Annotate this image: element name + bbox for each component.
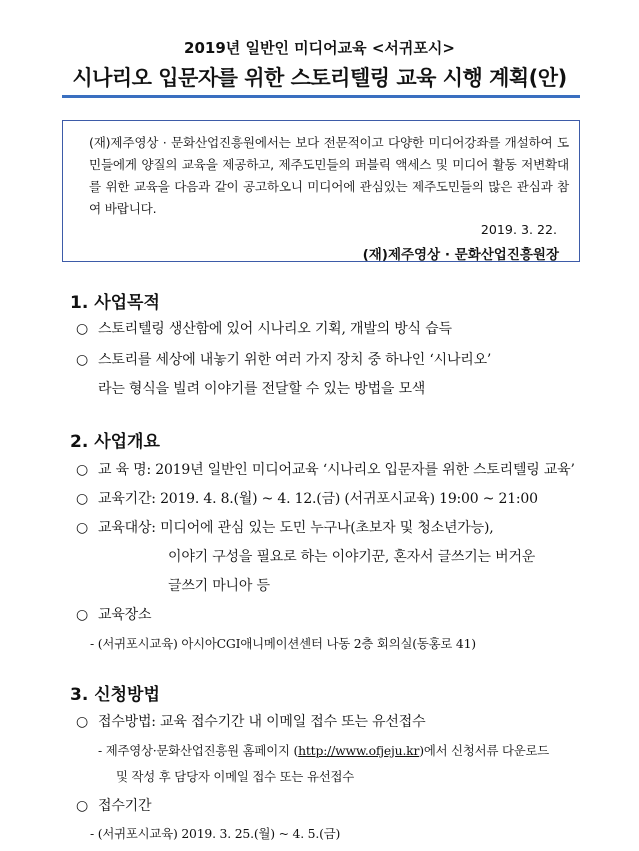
document-subtitle: 2019년 일반인 미디어교육 <서귀포시> — [184, 39, 455, 57]
list-item: ○ 스토리를 세상에 내놓기 위한 여러 가지 장치 중 하나인 ‘시나리오’ — [76, 352, 492, 368]
notice-body: (재)제주영상 · 문화산업진흥원에서는 보다 전문적이고 다양한 미디어강좌를 개설하여 도민들에게 양질의 교육을 제공하고, 제주도민들의 퍼블릭 액세스 및 미디어 활동 저변확대를 위한 교육을 다음과 같이 공고하오니 미디어에 관심있는 제주도민들의 많은 관심과 참여 바랍니다. — [89, 135, 569, 216]
apply-detail-continuation: 및 작성 후 담당자 이메일 접수 또는 유선접수 — [116, 769, 355, 784]
bullet-circle-icon: ○ — [76, 520, 89, 536]
bullet-circle-icon: ○ — [76, 798, 89, 814]
list-item: ○ 접수방법: 교육 접수기간 내 이메일 접수 또는 유선접수 — [76, 714, 426, 730]
bullet-circle-icon: ○ — [76, 321, 89, 337]
notice-date: 2019. 3. 22. — [480, 222, 557, 237]
list-item: ○ 교 육 명: 2019년 일반인 미디어교육 ‘시나리오 입문자를 위한 스토리텔링 교육’ — [76, 462, 575, 478]
bullet-circle-icon: ○ — [76, 491, 89, 507]
list-item: ○ 교육대상: 미디어에 관심 있는 도민 누구나(초보자 및 청소년가능), — [76, 520, 494, 536]
list-item: ○ 교육기간: 2019. 4. 8.(월) ~ 4. 12.(금) (서귀포시교육) 19:00 ~ 21:00 — [76, 491, 538, 507]
notice-box — [62, 120, 580, 262]
apply-period-detail: - (서귀포시교육) 2019. 3. 25.(월) ~ 4. 5.(금) — [90, 826, 341, 841]
place-detail: - (서귀포시교육) 아시아CGI애니메이션센터 나동 2층 회의실(동홍로 41) — [90, 636, 476, 651]
bullet-circle-icon: ○ — [76, 607, 89, 623]
list-item-continuation: 글쓰기 마니아 등 — [168, 578, 270, 594]
document-title: 시나리오 입문자를 위한 스토리텔링 교육 시행 계획(안) — [72, 66, 567, 90]
notice-organization: (재)제주영상 · 문화산업진흥원장 — [362, 247, 559, 263]
list-item-continuation: 라는 형식을 빌려 이야기를 전달할 수 있는 방법을 모색 — [98, 381, 426, 397]
list-item: ○ 교육장소 — [76, 607, 152, 623]
list-item: ○ 접수기간 — [76, 798, 152, 814]
bullet-circle-icon: ○ — [76, 462, 89, 478]
list-item: ○ 스토리텔링 생산함에 있어 시나리오 기획, 개발의 방식 습득 — [76, 321, 452, 337]
bullet-circle-icon: ○ — [76, 714, 89, 730]
homepage-link[interactable]: http://www.ofjeju.kr — [298, 743, 420, 758]
apply-detail: - 제주영상·문화산업진흥원 홈페이지 (http://www.ofjeju.kr)에서 신청서류 다운로드 — [98, 743, 550, 758]
section-apply-heading: 3. 신청방법 — [70, 685, 160, 705]
section-purpose-heading: 1. 사업목적 — [70, 293, 160, 313]
section-overview-heading: 2. 사업개요 — [70, 432, 160, 452]
bullet-circle-icon: ○ — [76, 352, 89, 368]
list-item-continuation: 이야기 구성을 필요로 하는 이야기꾼, 혼자서 글쓰기는 버거운 — [168, 549, 536, 565]
title-divider — [62, 95, 580, 98]
